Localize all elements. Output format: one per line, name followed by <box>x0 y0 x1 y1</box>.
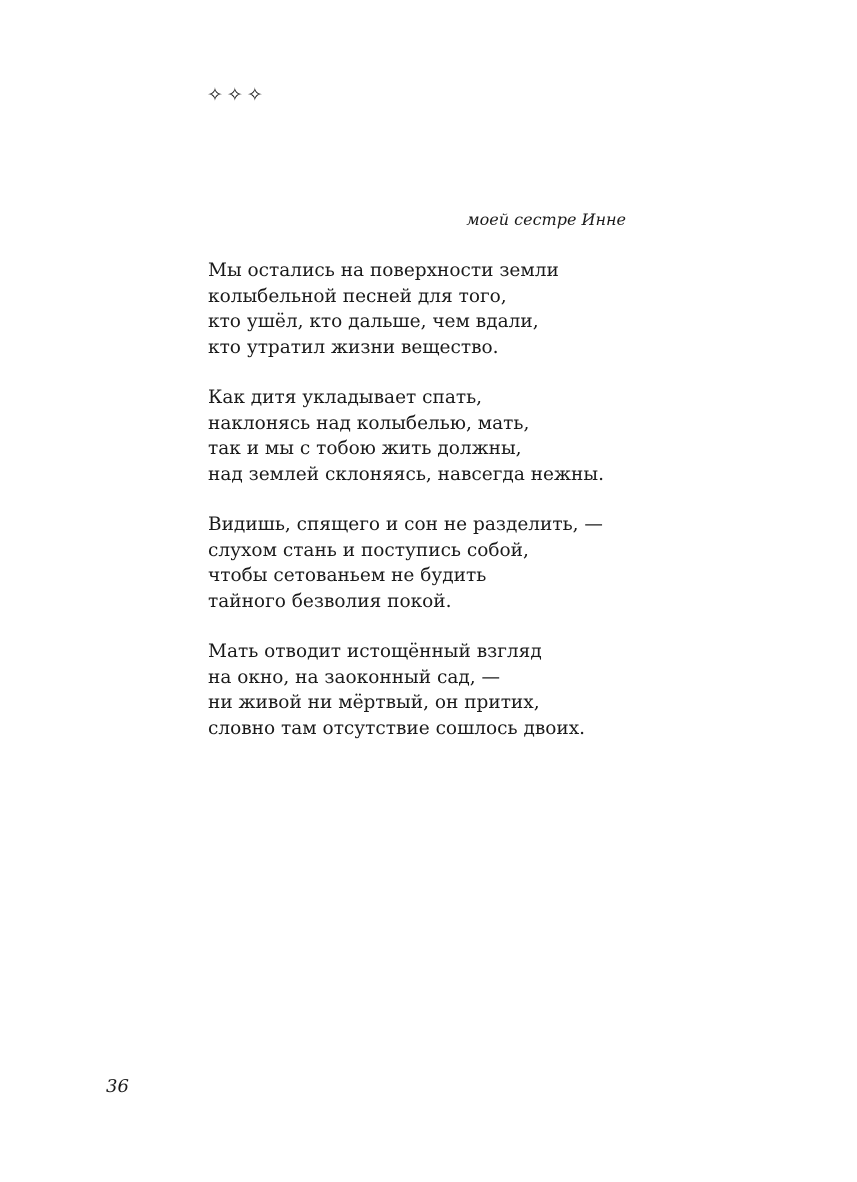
stanza <box>208 385 648 487</box>
dedication: моей сестре Инне <box>466 210 626 229</box>
stanza <box>208 512 648 614</box>
poem-line: Видишь, спящего и сон не разделить, — <box>208 514 603 535</box>
poem-line: слухом стань и поступись собой, <box>208 539 529 561</box>
poem-line: кто ушёл, кто дальше, чем вдали, <box>208 311 539 332</box>
poem-line: на окно, на заоконный сад, — <box>208 666 501 688</box>
poem-line: словно там отсутствие сошлось двоих. <box>208 717 586 739</box>
poem-line: чтобы сетованьем не будить <box>208 565 487 586</box>
ornament-stars: ✧✧✧ <box>207 84 267 106</box>
poem-line: наклонясь над колыбелью, мать, <box>208 412 530 434</box>
poem-line: ни живой ни мёртвый, он притих, <box>208 692 540 713</box>
poem-line: Мать отводит истощённый взгляд <box>208 641 542 662</box>
stanza <box>208 258 648 360</box>
poem-line: над землей склоняясь, навсегда нежны. <box>208 463 604 485</box>
poem-line: так и мы с тобою жить должны, <box>208 438 522 459</box>
poem-line: тайного безволия покой. <box>208 590 452 612</box>
poem-line: Как дитя укладывает спать, <box>208 387 483 408</box>
page-number: 36 <box>106 1076 129 1097</box>
poem-line: колыбельной песней для того, <box>208 285 507 307</box>
poem-line: Мы остались на поверхности земли <box>208 260 559 281</box>
poem-body <box>208 258 648 766</box>
poem-line: кто утратил жизни вещество. <box>208 336 499 358</box>
stanza <box>208 639 648 741</box>
